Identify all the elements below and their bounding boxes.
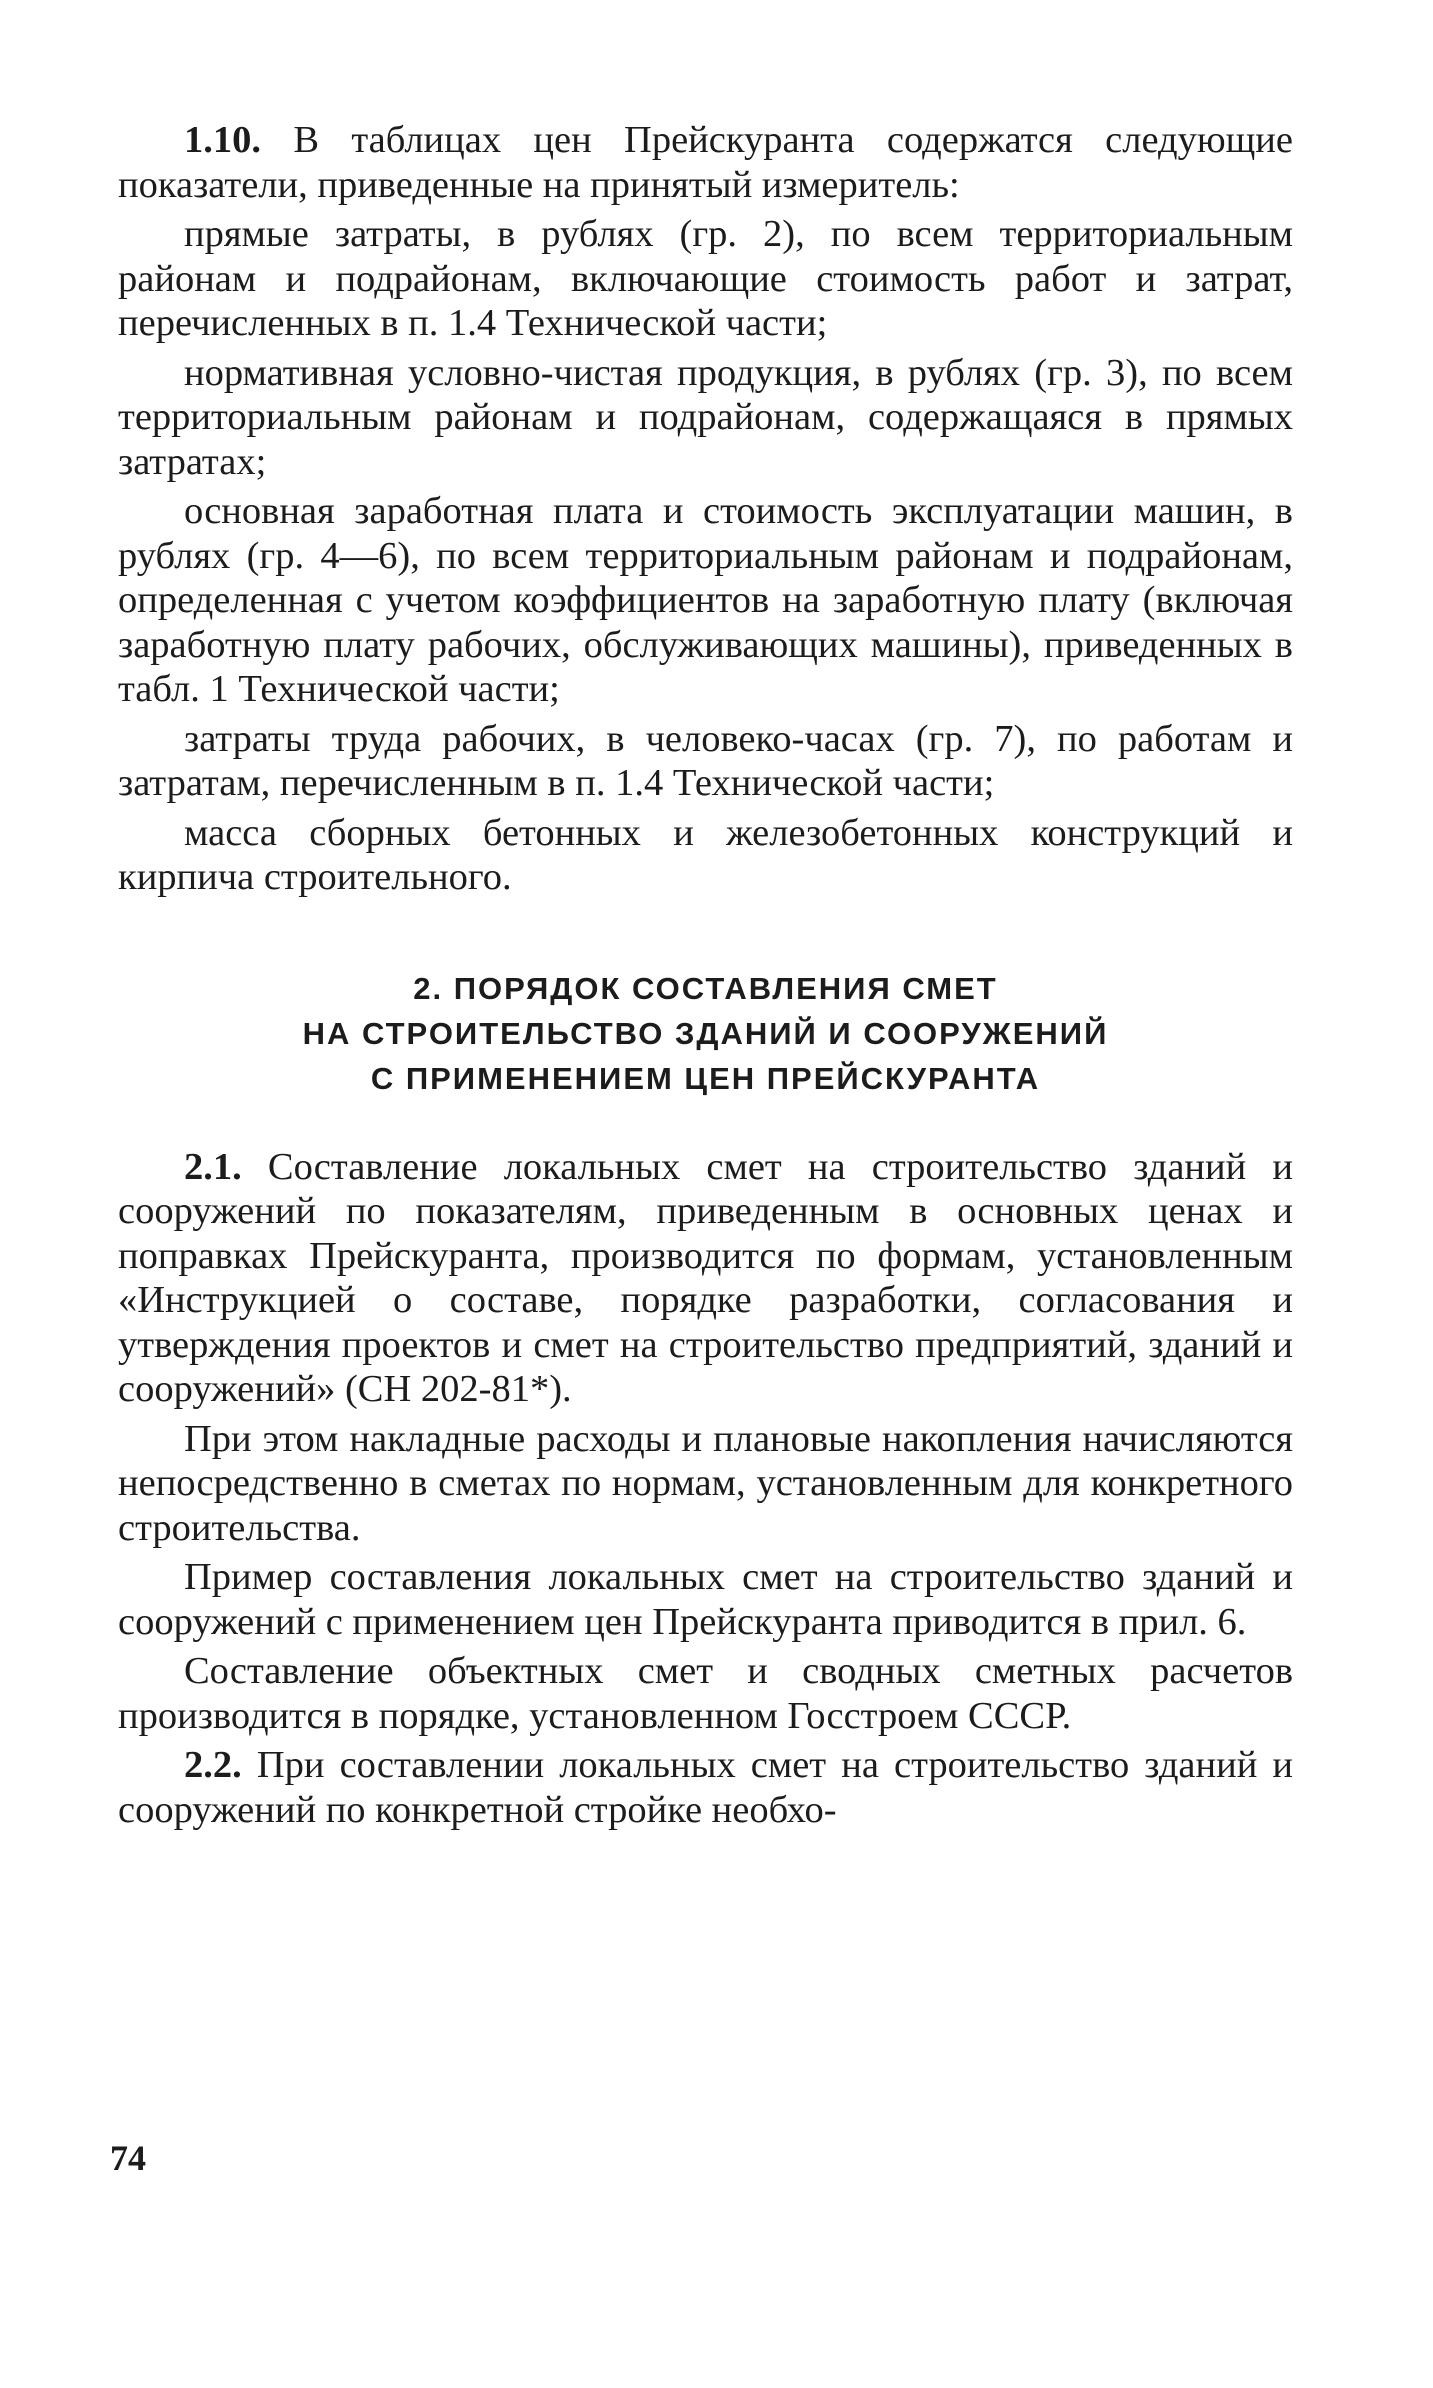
paragraph-text: Составление локальных смет на строительство зданий и сооружений по показателям, приведенным в основных ценах и поправках Прейскуранта, производится по формам, установленным «Инструкцией о составе, порядке разработки, согласования и утверждения проектов и смет на строительство предприятий, зданий и сооружений» (СН 202-81*). — [118, 1145, 1293, 1410]
paragraph-net-production: нормативная условно-чистая продукция, в рублях (гр. 3), по всем территориальным районам и подрайонам, содержащаяся в прямых затратах; — [118, 351, 1293, 483]
heading-line-1: 2. ПОРЯДОК СОСТАВЛЕНИЯ СМЕТ — [413, 970, 998, 1006]
page-body — [118, 118, 1293, 1832]
paragraph-overheads: При этом накладные расходы и плановые накопления начисляются непосредственно в сметах по нормам, установленным для конкретного строительства. — [118, 1417, 1293, 1549]
paragraph-2-2 — [118, 1743, 1293, 1832]
clause-number: 2.2. — [184, 1744, 242, 1786]
paragraph-labor-costs: затраты труда рабочих, в человеко-часах (гр. 7), по работам и затратам, перечисленным в п. 1.4 Технической части; — [118, 717, 1293, 804]
paragraph-direct-costs: прямые затраты, в рублях (гр. 2), по всем территориальным районам и подрайонам, включающие стоимость работ и затрат, перечисленных в п. 1.4 Технической части; — [118, 213, 1293, 344]
paragraph-object-estimates: Составление объектных смет и сводных сметных расчетов производится в порядке, установленном Госстроем СССР. — [118, 1650, 1293, 1737]
heading-line-2: НА СТРОИТЕЛЬСТВО ЗДАНИЙ И СООРУЖЕНИЙ — [302, 1015, 1109, 1051]
paragraph-text: При составлении локальных смет на строительство зданий и сооружений по конкретной стройке необхо- — [118, 1744, 1293, 1831]
paragraph-wages-machines: основная заработная плата и стоимость эксплуатации машин, в рублях (гр. 4—6), по всем территориальным районам и подрайонам, определенная с учетом коэффициентов на заработную плату (включая заработную плату рабочих, обслуживающих машины), приведенных в табл. 1 Технической части; — [118, 490, 1293, 710]
page-number: 74 — [110, 2138, 146, 2178]
clause-number: 2.1. — [184, 1145, 242, 1188]
section-heading — [118, 966, 1293, 1101]
paragraph-text: В таблицах цен Прейскуранта содержатся следующие показатели, приведенные на принятый измеритель: — [118, 119, 1293, 206]
paragraph-2-1 — [118, 1145, 1293, 1412]
clause-number: 1.10. — [184, 119, 261, 161]
paragraph-mass: масса сборных бетонных и железобетонных конструкций и кирпича строительного. — [118, 811, 1293, 898]
paragraph-example: Пример составления локальных смет на строительство зданий и сооружений с применением цен Прейскуранта приводится в прил. 6. — [118, 1556, 1293, 1643]
paragraph-1-10 — [118, 118, 1293, 207]
heading-line-3: С ПРИМЕНЕНИЕМ ЦЕН ПРЕЙСКУРАНТА — [370, 1060, 1041, 1096]
